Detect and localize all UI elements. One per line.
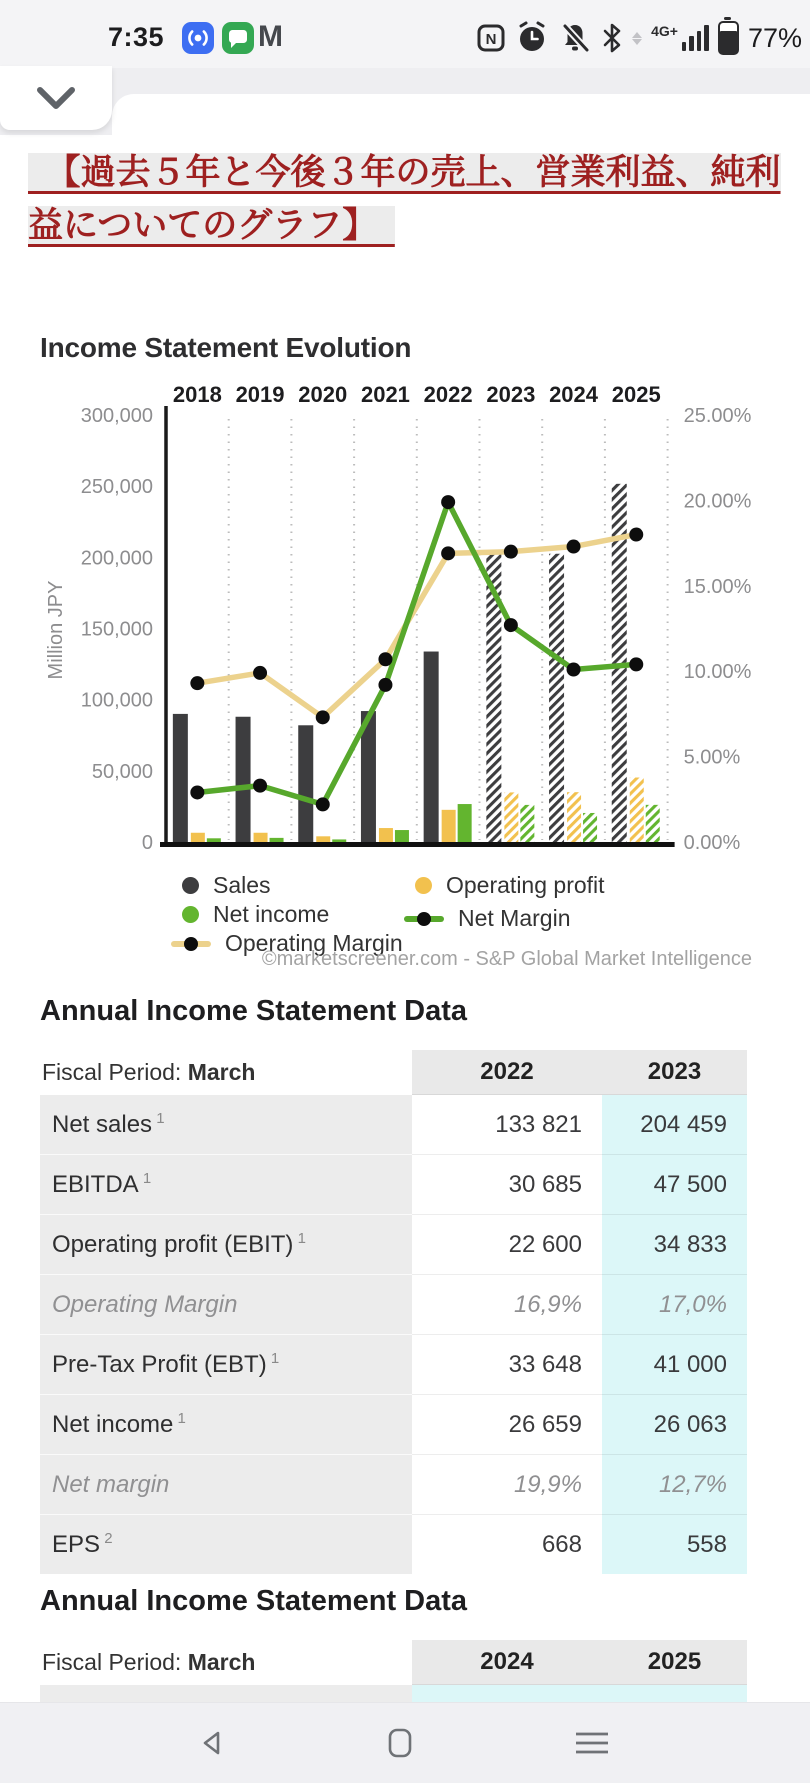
menu-button[interactable] xyxy=(564,1717,620,1769)
cell-value: 47 500 xyxy=(602,1155,747,1215)
svg-text:N: N xyxy=(485,31,497,48)
bluetooth-icon xyxy=(601,22,623,54)
status-bar xyxy=(0,0,810,68)
battery-icon xyxy=(718,21,739,55)
cell-value: 26 063 xyxy=(602,1395,747,1455)
table-header-row xyxy=(40,1050,747,1095)
svg-text:200,000: 200,000 xyxy=(80,547,153,570)
sales-legend-dot xyxy=(182,877,199,894)
svg-text:2025: 2025 xyxy=(611,382,661,407)
operating-profit-legend-dot xyxy=(415,877,432,894)
column-header-2022: 2022 xyxy=(412,1050,602,1095)
table-row xyxy=(40,1515,747,1575)
cell-value: 26 659 xyxy=(412,1395,602,1455)
data-arrows-icon xyxy=(632,32,642,45)
section-heading: Annual Income Statement Data xyxy=(40,1585,468,1617)
row-label: Net income $^1$ xyxy=(40,1395,412,1455)
cast-icon xyxy=(182,22,214,54)
svg-text:10.00%: 10.00% xyxy=(683,661,752,684)
cell-value: 34 833 xyxy=(602,1215,747,1275)
cell-value: 133 821 xyxy=(412,1095,602,1155)
table-row xyxy=(40,1335,747,1395)
cell-value: 668 xyxy=(412,1515,602,1575)
svg-text:5.00%: 5.00% xyxy=(683,746,741,769)
home-icon xyxy=(383,1726,417,1760)
fiscal-period-header: Fiscal Period: March xyxy=(40,1640,412,1685)
cell-value: 16,9% xyxy=(412,1275,602,1335)
svg-text:2018: 2018 xyxy=(172,382,222,407)
row-label: Net sales $^1$ xyxy=(40,1095,412,1155)
gmail-icon: M xyxy=(258,20,283,53)
svg-text:2020: 2020 xyxy=(298,382,348,407)
cell-value: 204 459 xyxy=(602,1095,747,1155)
cell-value: 19,9% xyxy=(412,1455,602,1515)
page-title: 【過去５年と今後３年の売上、営業利益、純利益についてのグラフ】 xyxy=(28,153,781,246)
cell-value: 22 600 xyxy=(412,1215,602,1275)
nfc-icon xyxy=(476,23,506,53)
navigation-bar xyxy=(0,1702,810,1783)
svg-text:100,000: 100,000 xyxy=(80,689,153,712)
messages-icon xyxy=(222,22,254,54)
svg-text:2021: 2021 xyxy=(360,382,410,407)
svg-text:2023: 2023 xyxy=(486,382,536,407)
legend-operating-profit: Operating profit xyxy=(415,872,605,899)
cell-value: 12,7% xyxy=(602,1455,747,1515)
income-table-2022-2023 xyxy=(40,1050,747,1574)
column-header-2025: 2025 xyxy=(602,1640,747,1685)
svg-text:2019: 2019 xyxy=(235,382,285,407)
section-heading: Annual Income Statement Data xyxy=(40,995,468,1027)
back-icon xyxy=(195,1726,229,1760)
table-row xyxy=(40,1395,747,1455)
svg-text:0: 0 xyxy=(141,832,153,854)
cell-value: 33 648 xyxy=(412,1335,602,1395)
table-row xyxy=(40,1095,747,1155)
svg-text:20.00%: 20.00% xyxy=(683,490,752,513)
clock: 7:35 xyxy=(108,22,165,52)
table-header-row xyxy=(40,1640,747,1685)
table-row xyxy=(40,1455,747,1515)
back-button[interactable] xyxy=(184,1717,240,1769)
table-row xyxy=(40,1275,747,1335)
row-label: Net margin xyxy=(40,1455,412,1515)
svg-text:0.00%: 0.00% xyxy=(683,832,741,854)
table-row xyxy=(40,1155,747,1215)
collapse-tab[interactable] xyxy=(0,66,112,130)
legend-net-income: Net income xyxy=(182,901,329,928)
mute-icon xyxy=(558,21,592,55)
chevron-down-icon xyxy=(24,81,88,115)
column-header-2023: 2023 xyxy=(602,1050,747,1095)
cell-value: 17,0% xyxy=(602,1275,747,1335)
cell-value: 41 000 xyxy=(602,1335,747,1395)
table-row xyxy=(40,1215,747,1275)
svg-text:15.00%: 15.00% xyxy=(683,575,752,598)
row-label: EPS $^2$ xyxy=(40,1515,412,1575)
home-button[interactable] xyxy=(372,1717,428,1769)
chart-title: Income Statement Evolution xyxy=(40,332,412,363)
svg-text:300,000: 300,000 xyxy=(80,405,153,427)
signal-icon: 4G+ xyxy=(651,25,709,51)
income-statement-chart xyxy=(40,380,770,860)
svg-text:150,000: 150,000 xyxy=(80,618,153,641)
alarm-icon xyxy=(515,21,549,55)
svg-text:Million JPY: Million JPY xyxy=(45,580,67,680)
legend-sales: Sales xyxy=(182,872,271,899)
fiscal-period-header: Fiscal Period: March xyxy=(40,1050,412,1095)
cell-value: 30 685 xyxy=(412,1155,602,1215)
svg-text:25.00%: 25.00% xyxy=(683,405,752,427)
column-header-2024: 2024 xyxy=(412,1640,602,1685)
operating-margin-legend-marker xyxy=(171,941,211,947)
legend-operating-margin: Operating Margin xyxy=(171,930,403,957)
row-label: EBITDA $^1$ xyxy=(40,1155,412,1215)
svg-text:2022: 2022 xyxy=(423,382,473,407)
svg-text:2024: 2024 xyxy=(549,382,599,407)
row-label: Operating Margin xyxy=(40,1275,412,1335)
row-label: Operating profit (EBIT) $^1$ xyxy=(40,1215,412,1275)
legend-net-margin: Net Margin xyxy=(404,905,570,932)
battery-percent: 77% xyxy=(747,22,802,53)
cell-value: 558 xyxy=(602,1515,747,1575)
row-label: Pre-Tax Profit (EBT) $^1$ xyxy=(40,1335,412,1395)
status-icons xyxy=(476,18,802,58)
net-income-legend-dot xyxy=(182,906,199,923)
svg-text:250,000: 250,000 xyxy=(80,476,153,499)
svg-text:50,000: 50,000 xyxy=(91,760,153,783)
chart-copyright: ©marketscreener.com - S&P Global Market Intelligence xyxy=(261,948,752,970)
menu-icon xyxy=(572,1726,612,1760)
net-margin-legend-marker xyxy=(404,916,444,922)
